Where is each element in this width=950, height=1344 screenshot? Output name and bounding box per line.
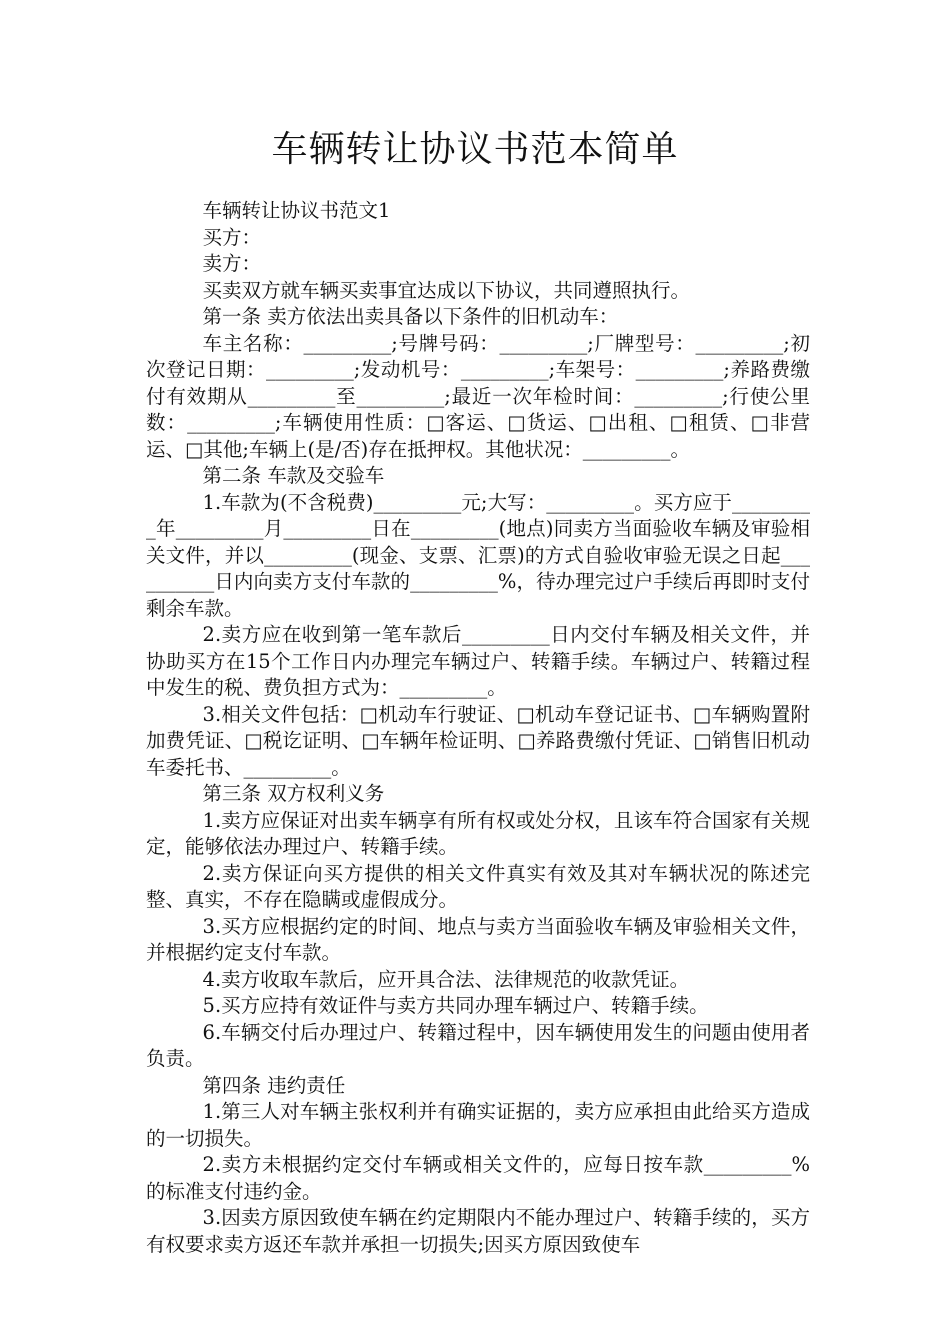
document-title: 车辆转让协议书范本简单: [271, 129, 679, 170]
article-2-item-3: 3.相关文件包括：□机动车行驶证、□机动车登记证书、□车辆购置附加费凭证、□税讫证明、□车辆年检证明、□养路费缴付凭证、□销售旧机动车委托书、_________。: [146, 702, 810, 779]
paragraph-buyer: 买方：: [202, 225, 262, 249]
article-3-item-1: 1.卖方应保证对出卖车辆享有所有权或处分权，且该车符合国家有关规定，能够依法办理过户、转籍手续。: [146, 808, 810, 858]
article-4-item-3: 3.因卖方原因致使车辆在约定期限内不能办理过户、转籍手续的，买方有权要求卖方返还车款并承担一切损失;因买方原因致使车: [146, 1206, 810, 1256]
paragraph-seller: 卖方：: [202, 252, 262, 275]
article-3-item-6: 6.车辆交付后办理过户、转籍过程中，因车辆使用发生的问题由使用者负责。: [146, 1020, 810, 1070]
article-2-item-2: 2.卖方应在收到第一笔车款后_________日内交付车辆及相关文件，并协助买方在15个工作日内办理完车辆过户、转籍手续。车辆过户、转籍过程中发生的税、费负担方式为：_________。: [146, 623, 810, 699]
article-2-item-1: 1.车款为(不含税费)_________元;大写：_________。买方应于_________年_________月_________日在_________(地点)同卖方当面验收车辆及审验相关文件，并以_________(现金、支票、汇票)的方式自验收审验无误之日起__________日内向卖方支付车款的_________%，待办理完过户手续后再即时支付剩余车款。: [146, 490, 810, 620]
article-3-item-3: 3.买方应根据约定的时间、地点与卖方当面验收车辆及审验相关文件，并根据约定支付车款。: [146, 914, 810, 964]
paragraph-intro: 买卖双方就车辆买卖事宜达成以下协议，共同遵照执行。: [202, 278, 691, 302]
document-body: [146, 198, 810, 1258]
article-1-details: 车主名称：_________;号牌号码：_________;厂牌型号：_________;初次登记日期：_________;发动机号：_________;车架号：_________;养路费缴付有效期从_________至_________;最近一次年检时间：_________;行使公里数：_________;车辆使用性质：□客运、□货运、□出租、□租赁、□非营运、□其他;车辆上(是/否)存在抵押权。其他状况：_________。: [146, 331, 810, 461]
article-3-item-2: 2.卖方保证向买方提供的相关文件真实有效及其对车辆状况的陈述完整、真实，不存在隐瞒或虚假成分。: [146, 861, 810, 911]
article-4-item-1: 1.第三人对车辆主张权利并有确实证据的，卖方应承担由此给买方造成的一切损失。: [146, 1100, 810, 1150]
article-3-item-5: 5.买方应持有效证件与卖方共同办理车辆过户、转籍手续。: [202, 994, 709, 1017]
article-3-heading: 第三条 双方权利义务: [202, 782, 385, 805]
article-2-heading: 第二条 车款及交验车: [202, 464, 385, 487]
article-4-heading: 第四条 违约责任: [202, 1073, 346, 1097]
article-4-item-2: 2.卖方未根据约定交付车辆或相关文件的，应每日按车款_________%的标准支付违约金。: [146, 1153, 810, 1203]
article-3-item-4: 4.卖方收取车款后，应开具合法、法律规范的收款凭证。: [202, 967, 690, 991]
article-1-heading: 第一条 卖方依法出卖具备以下条件的旧机动车：: [202, 305, 619, 328]
paragraph-subtitle: 车辆转让协议书范文1: [202, 199, 391, 222]
